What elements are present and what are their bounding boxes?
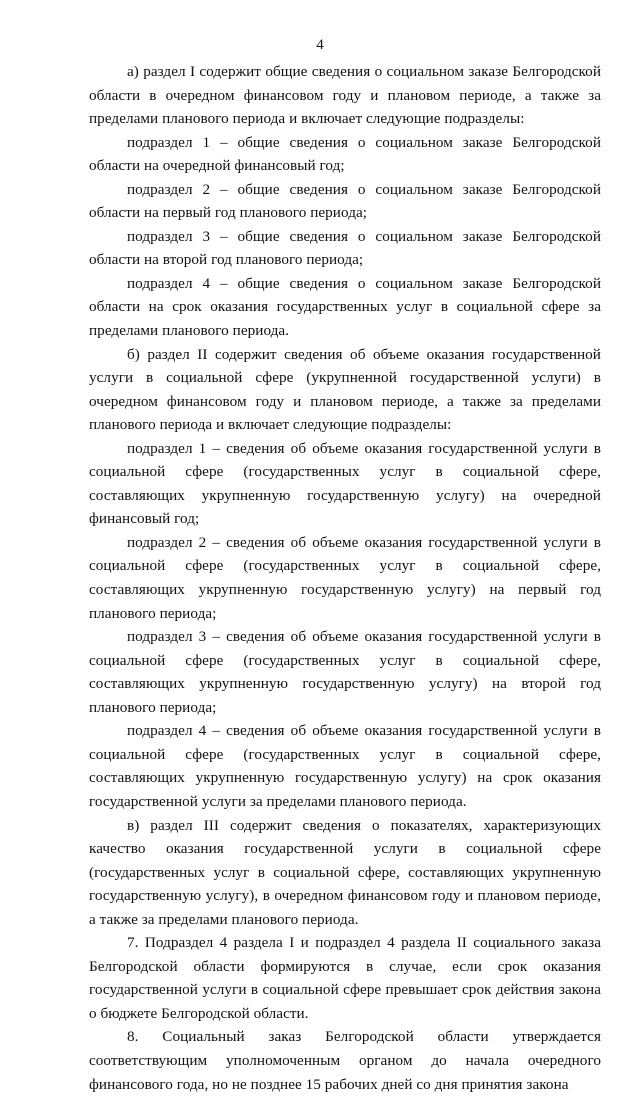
paragraph-section-1-intro: а) раздел I содержит общие сведения о социальном заказе Белгородской области в очередном финансовом году и плановом периоде, а также за пределами планового периода и включает следующие подразделы: (89, 63, 601, 128)
paragraph-section-2-sub-1: подраздел 1 – сведения об объеме оказания государственной услуги в социальной сфере (государственных услуг в социальной сфере, составляющих укрупненную государственную услугу) на очередной финансовый год; (89, 439, 601, 528)
paragraph-section-3: в) раздел III содержит сведения о показателях, характеризующих качество оказания государственной услуги в социальной сфере (государственных услуг в социальной сфере, составляющих укрупненную государственную услугу), в очередном финансовом году и плановом периоде, а также за пределами планового периода. (89, 816, 601, 928)
page-number: 4 (316, 37, 324, 53)
paragraph-section-1-sub-4: подраздел 4 – общие сведения о социальном заказе Белгородской области на срок оказания государственных услуг в социальной сфере за пределами планового периода. (89, 274, 601, 340)
paragraph-item-8: 8. Социальный заказ Белгородской области утверждается соответствующим уполномоченным органом до начала очередного финансового года, но не позднее 15 рабочих дней со дня принятия закона (89, 1028, 601, 1093)
paragraph-section-2-sub-2: подраздел 2 – сведения об объеме оказания государственной услуги в социальной сфере (государственных услуг в социальной сфере, составляющих укрупненную государственную услугу) на первый год планового периода; (89, 533, 601, 622)
paragraph-section-1-sub-3: подраздел 3 – общие сведения о социальном заказе Белгородской области на второй год планового периода; (89, 227, 601, 269)
paragraph-section-1-sub-2: подраздел 2 – общие сведения о социальном заказе Белгородской области на первый год планового периода; (89, 180, 601, 222)
paragraph-section-2-sub-3: подраздел 3 – сведения об объеме оказания государственной услуги в социальной сфере (государственных услуг в социальной сфере, составляющих укрупненную государственную услугу) на второй год планового периода; (89, 628, 601, 716)
paragraph-section-2-intro: б) раздел II содержит сведения об объеме оказания государственной услуги в социальной сфере (укрупненной государственной услуги) в очередном финансовом году и плановом периоде, а также за пределами планового периода и включает следующие подразделы: (89, 345, 601, 434)
paragraph-section-2-sub-4: подраздел 4 – сведения об объеме оказания государственной услуги в социальной сфере (государственных услуг в социальной сфере, составляющих укрупненную государственную услугу) на срок оказания государственной услуги за пределами планового периода. (89, 722, 601, 810)
paragraph-item-7: 7. Подраздел 4 раздела I и подраздел 4 раздела II социального заказа Белгородской области формируются в случае, если срок оказания государственной услуги в социальной сфере превышает срок действия закона о бюджете Белгородской области. (89, 934, 601, 1022)
document-body (89, 60, 601, 1096)
paragraph-section-1-sub-1: подраздел 1 – общие сведения о социальном заказе Белгородской области на очередной финансовый год; (89, 133, 601, 175)
